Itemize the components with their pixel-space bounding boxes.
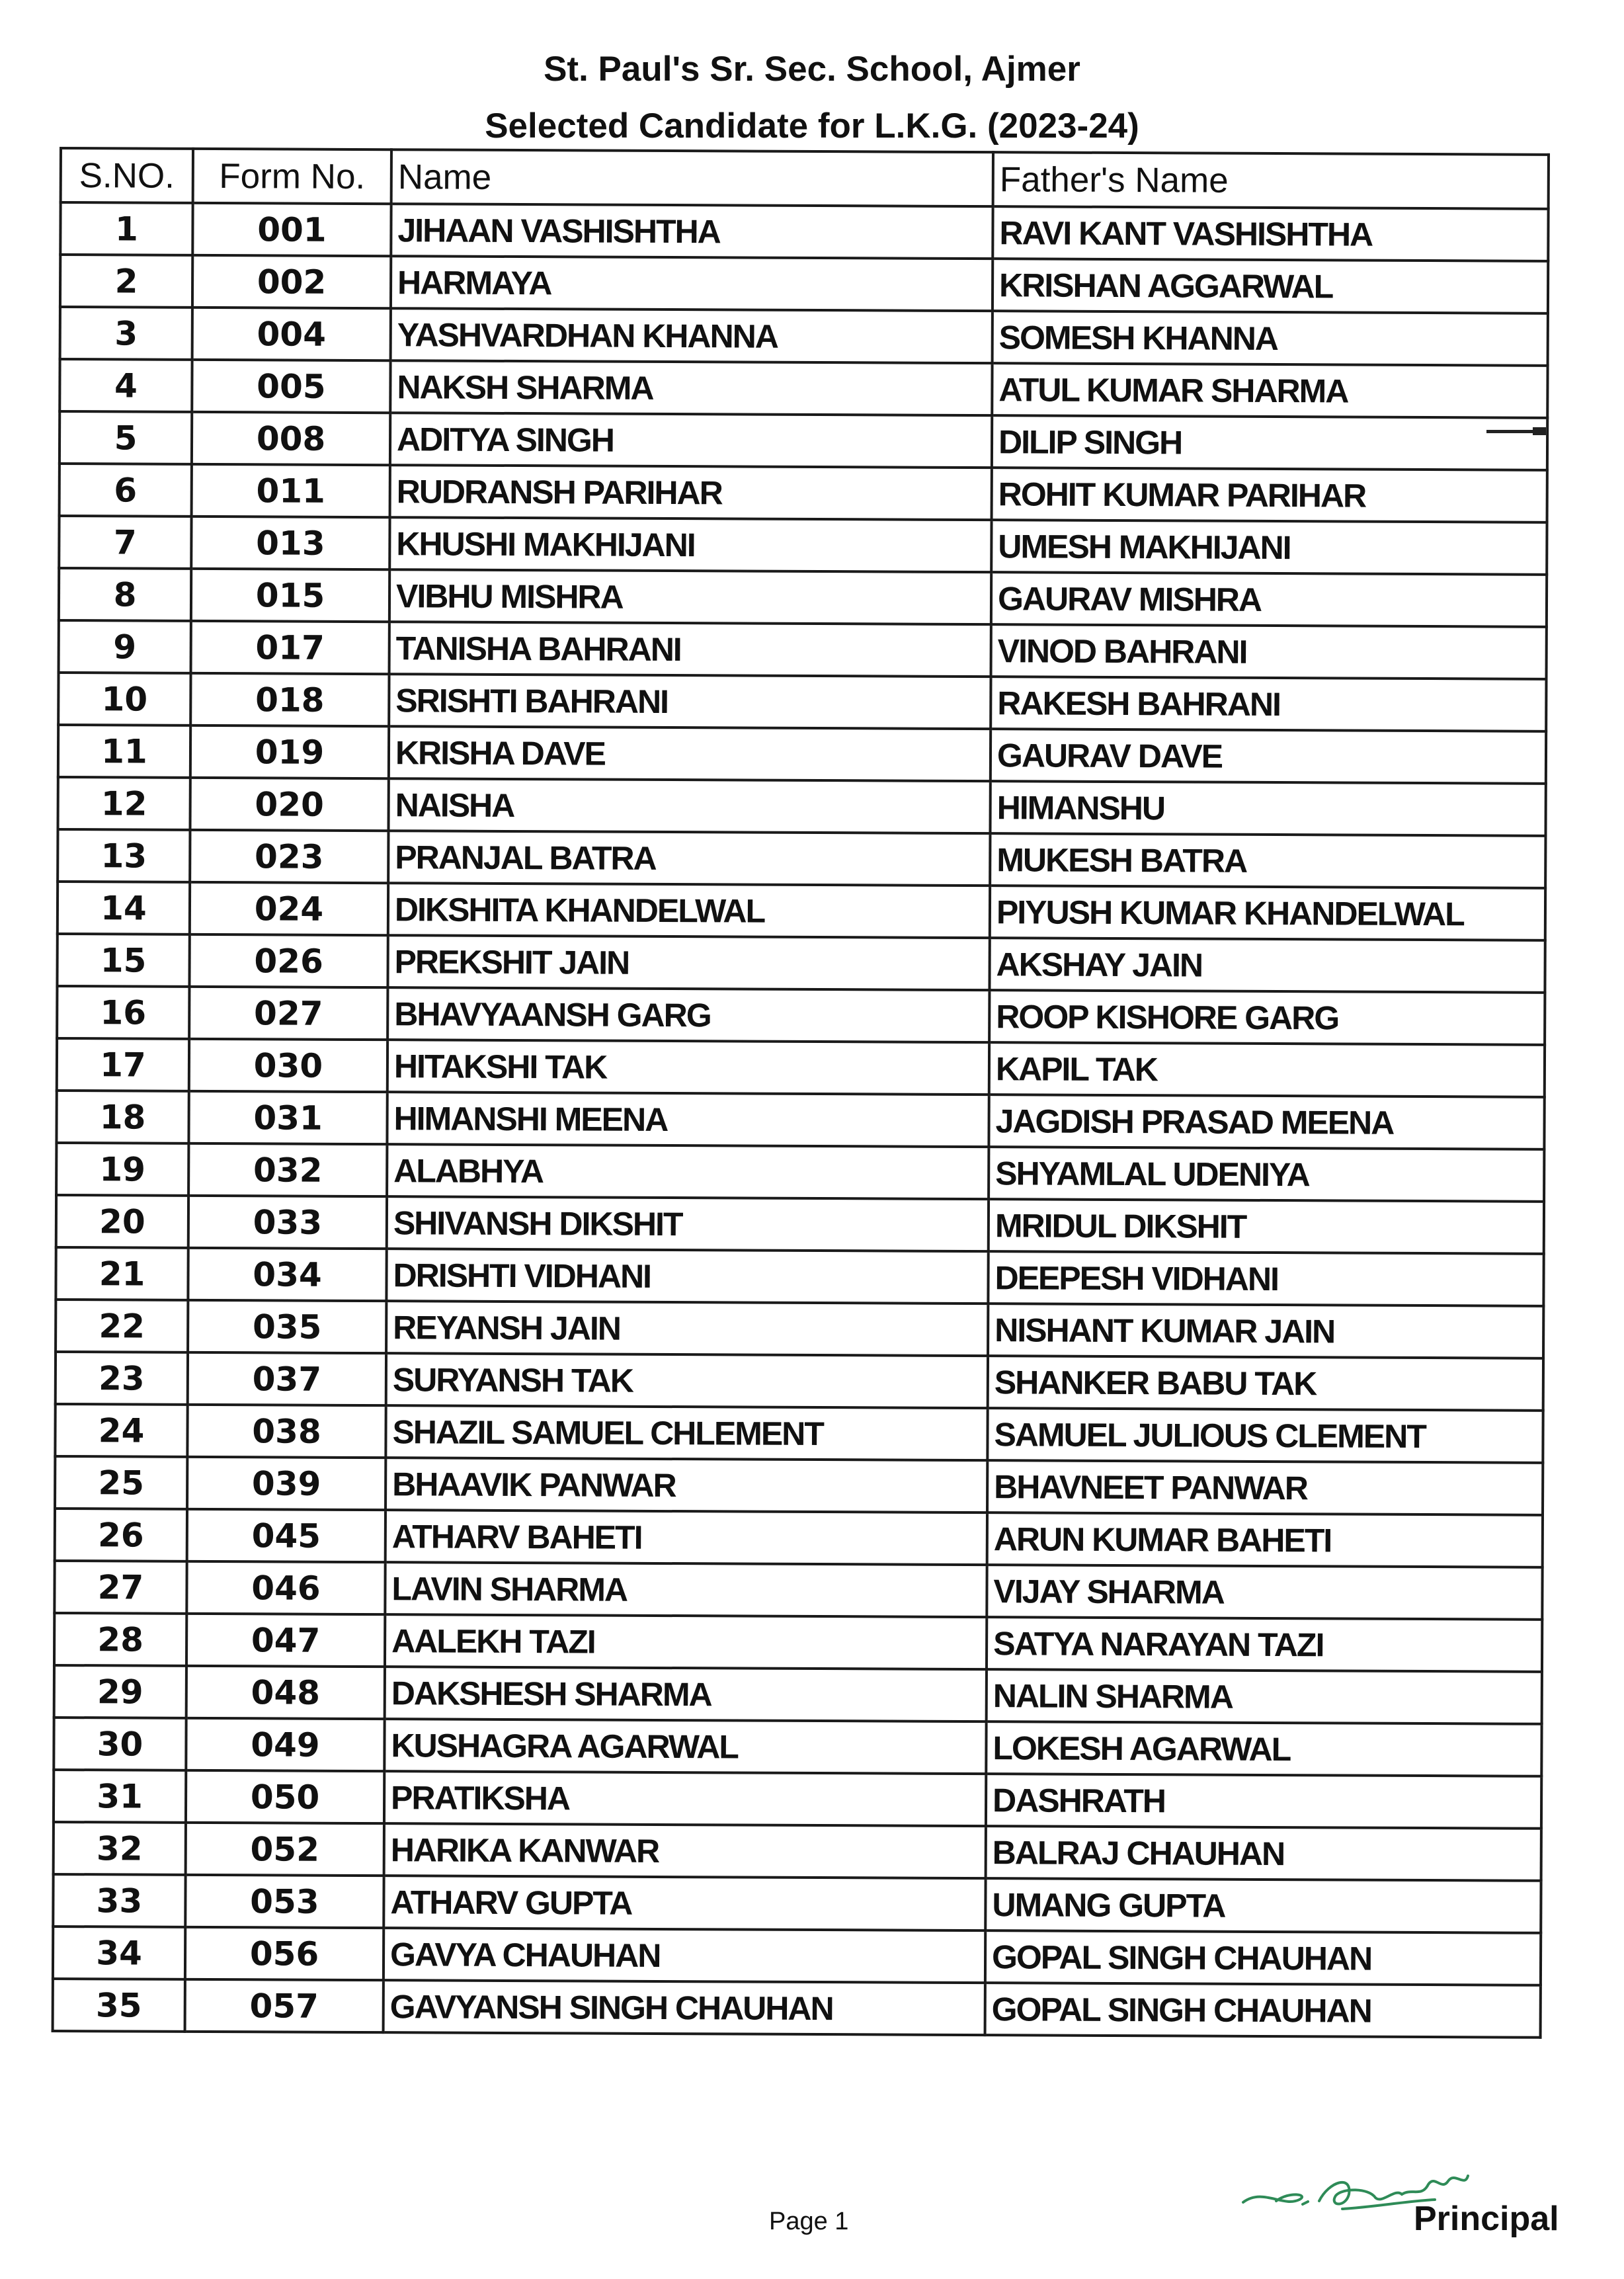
cell-sno: 24 — [55, 1404, 187, 1457]
cell-form-no: 011 — [192, 464, 390, 517]
cell-sno: 28 — [54, 1613, 186, 1666]
cell-father-name: ROOP KISHORE GARG — [989, 990, 1545, 1045]
cell-father-name: BHAVNEET PANWAR — [987, 1460, 1543, 1515]
table-row — [60, 255, 1548, 313]
table-row — [56, 1352, 1543, 1411]
cell-father-name: GAURAV MISHRA — [991, 572, 1547, 627]
cell-father-name: RAVI KANT VASHISHTHA — [993, 206, 1548, 261]
cell-form-no: 004 — [192, 308, 391, 360]
cell-sno: 12 — [58, 777, 190, 830]
table-row — [59, 568, 1547, 627]
table-row — [56, 1247, 1543, 1306]
table-row — [58, 829, 1545, 888]
table-row — [54, 1561, 1542, 1620]
cell-form-no: 047 — [186, 1614, 385, 1667]
cell-father-name: DILIP SINGH — [992, 415, 1547, 470]
cell-father-name: KAPIL TAK — [989, 1042, 1545, 1097]
table-row — [56, 1300, 1543, 1358]
table-row — [56, 1195, 1544, 1254]
cell-sno: 20 — [56, 1195, 188, 1248]
document-header — [0, 41, 1624, 155]
cell-form-no: 027 — [189, 987, 387, 1040]
cell-sno: 4 — [60, 359, 192, 412]
table-row — [60, 307, 1548, 366]
table-row — [60, 202, 1548, 261]
cell-form-no: 001 — [192, 203, 391, 256]
cell-candidate-name: SURYANSH TAK — [386, 1353, 988, 1408]
cell-candidate-name: REYANSH JAIN — [386, 1301, 988, 1356]
cell-candidate-name: GAVYANSH SINGH CHAUHAN — [384, 1980, 985, 2035]
cell-candidate-name: SHAZIL SAMUEL CHLEMENT — [386, 1405, 987, 1460]
table-row — [59, 620, 1547, 679]
header-father-name: Father's Name — [993, 152, 1549, 209]
table-row — [57, 934, 1545, 993]
cell-candidate-name: VIBHU MISHRA — [389, 569, 991, 624]
cell-candidate-name: TANISHA BAHRANI — [389, 622, 991, 677]
cell-form-no: 057 — [185, 1979, 384, 2032]
table-row — [55, 1404, 1543, 1463]
table-row — [57, 986, 1545, 1045]
cell-father-name: SAMUEL JULIOUS CLEMENT — [987, 1408, 1543, 1463]
cell-sno: 15 — [57, 934, 189, 987]
table-body — [53, 202, 1549, 2038]
cell-father-name: MUKESH BATRA — [990, 833, 1545, 888]
cell-candidate-name: JIHAAN VASHISHTHA — [391, 204, 993, 259]
cell-candidate-name: DRISHTI VIDHANI — [386, 1249, 988, 1304]
cell-sno: 16 — [57, 986, 189, 1039]
candidates-table — [52, 147, 1550, 2039]
header-form-no: Form No. — [193, 149, 391, 204]
cell-form-no: 049 — [186, 1718, 384, 1771]
cell-candidate-name: PRANJAL BATRA — [388, 831, 990, 886]
cell-candidate-name: HITAKSHI TAK — [387, 1040, 989, 1095]
cell-candidate-name: NAKSH SHARMA — [390, 360, 992, 415]
cell-sno: 3 — [60, 307, 192, 360]
cell-sno: 2 — [60, 255, 192, 308]
cell-candidate-name: HARMAYA — [391, 256, 993, 311]
cell-sno: 17 — [57, 1038, 189, 1091]
cell-candidate-name: ATHARV GUPTA — [384, 1876, 985, 1930]
cell-form-no: 032 — [188, 1143, 387, 1196]
cell-candidate-name: RUDRANSH PARIHAR — [390, 465, 992, 520]
cell-candidate-name: SHIVANSH DIKSHIT — [387, 1196, 989, 1251]
cell-candidate-name: KUSHAGRA AGARWAL — [384, 1719, 986, 1774]
cell-father-name: NALIN SHARMA — [987, 1669, 1542, 1724]
cell-father-name: JAGDISH PRASAD MEENA — [989, 1095, 1544, 1149]
cell-form-no: 037 — [188, 1352, 386, 1405]
cell-sno: 34 — [53, 1927, 185, 1979]
table-row — [59, 516, 1547, 575]
cell-sno: 18 — [56, 1091, 188, 1143]
table-row — [54, 1718, 1541, 1776]
cell-father-name: RAKESH BAHRANI — [991, 677, 1546, 731]
cell-sno: 22 — [56, 1300, 188, 1352]
cell-father-name: UMESH MAKHIJANI — [991, 520, 1547, 575]
cell-father-name: DEEPESH VIDHANI — [988, 1251, 1543, 1306]
cell-father-name: ROHIT KUMAR PARIHAR — [992, 468, 1547, 522]
cell-candidate-name: KHUSHI MAKHIJANI — [389, 517, 991, 572]
cell-candidate-name: PREKSHIT JAIN — [387, 935, 989, 990]
cell-form-no: 015 — [191, 569, 389, 622]
cell-candidate-name: HARIKA KANWAR — [384, 1823, 986, 1878]
scan-mark — [1533, 427, 1546, 435]
table-row — [57, 1038, 1545, 1097]
table-header-row — [61, 148, 1549, 209]
cell-candidate-name: ALABHYA — [387, 1144, 989, 1199]
cell-form-no: 048 — [186, 1666, 385, 1719]
cell-sno: 7 — [59, 516, 191, 569]
cell-form-no: 018 — [190, 673, 389, 726]
cell-form-no: 052 — [186, 1823, 384, 1876]
cell-candidate-name: KRISHA DAVE — [389, 726, 991, 781]
cell-sno: 10 — [58, 673, 190, 725]
cell-candidate-name: BHAVYAANSH GARG — [387, 987, 989, 1042]
cell-candidate-name: AALEKH TAZI — [385, 1614, 987, 1669]
cell-father-name: SOMESH KHANNA — [993, 311, 1548, 366]
cell-father-name: KRISHAN AGGARWAL — [993, 259, 1548, 313]
table-row — [54, 1665, 1542, 1724]
cell-father-name: MRIDUL DIKSHIT — [989, 1199, 1544, 1254]
cell-form-no: 020 — [190, 778, 388, 831]
cell-sno: 25 — [55, 1456, 187, 1509]
cell-sno: 9 — [59, 620, 191, 673]
cell-father-name: SHANKER BABU TAK — [988, 1356, 1543, 1411]
cell-form-no: 038 — [187, 1405, 386, 1458]
table-row — [58, 777, 1545, 836]
table-row — [55, 1456, 1543, 1515]
cell-form-no: 002 — [192, 255, 391, 308]
table-row — [54, 1613, 1542, 1672]
cell-father-name: NISHANT KUMAR JAIN — [988, 1304, 1543, 1358]
cell-form-no: 024 — [190, 882, 388, 935]
cell-father-name: UMANG GUPTA — [985, 1878, 1541, 1933]
table-row — [53, 1927, 1541, 1985]
cell-form-no: 030 — [189, 1039, 387, 1092]
cell-candidate-name: SRISHTI BAHRANI — [389, 674, 991, 729]
cell-form-no: 050 — [186, 1770, 384, 1823]
cell-sno: 23 — [56, 1352, 188, 1405]
cell-sno: 11 — [58, 725, 190, 778]
cell-candidate-name: NAISHA — [388, 778, 990, 833]
cell-father-name: SATYA NARAYAN TAZI — [987, 1617, 1542, 1672]
table-row — [60, 464, 1547, 522]
cell-form-no: 005 — [192, 360, 390, 413]
cell-father-name: VINOD BAHRANI — [991, 624, 1547, 679]
cell-candidate-name: HIMANSHI MEENA — [387, 1092, 989, 1147]
cell-sno: 14 — [58, 882, 190, 934]
cell-form-no: 026 — [189, 934, 387, 987]
cell-father-name: PIYUSH KUMAR KHANDELWAL — [990, 886, 1545, 940]
table-row — [58, 673, 1546, 731]
cell-sno: 26 — [55, 1509, 187, 1561]
cell-candidate-name: ADITYA SINGH — [390, 413, 992, 468]
table-row — [56, 1143, 1544, 1202]
table-row — [58, 725, 1546, 784]
cell-father-name: AKSHAY JAIN — [989, 938, 1545, 993]
school-name: St. Paul's Sr. Sec. School, Ajmer — [544, 50, 1080, 89]
cell-candidate-name: YASHVARDHAN KHANNA — [391, 308, 993, 363]
cell-father-name: GOPAL SINGH CHAUHAN — [985, 1983, 1541, 2038]
cell-sno: 32 — [54, 1822, 186, 1875]
table-row — [54, 1770, 1541, 1829]
cell-sno: 33 — [53, 1874, 185, 1927]
cell-sno: 13 — [58, 829, 190, 882]
cell-father-name: BALRAJ CHAUHAN — [986, 1826, 1541, 1881]
header-sno: S.NO. — [61, 148, 193, 203]
cell-form-no: 033 — [188, 1196, 387, 1249]
cell-form-no: 039 — [187, 1457, 386, 1510]
cell-candidate-name: ATHARV BAHETI — [386, 1510, 987, 1565]
cell-form-no: 017 — [191, 621, 389, 674]
signatory-title: Principal — [1414, 2200, 1559, 2238]
cell-form-no: 031 — [188, 1091, 387, 1144]
cell-father-name: SHYAMLAL UDENIYA — [989, 1147, 1544, 1202]
table-row — [56, 1091, 1544, 1149]
cell-father-name: ARUN KUMAR BAHETI — [987, 1512, 1543, 1567]
cell-father-name: VIJAY SHARMA — [987, 1565, 1542, 1620]
cell-father-name: ATUL KUMAR SHARMA — [992, 363, 1547, 418]
cell-form-no: 035 — [188, 1300, 386, 1353]
cell-sno: 19 — [56, 1143, 188, 1196]
table-row — [54, 1822, 1541, 1881]
table-row — [60, 411, 1547, 470]
cell-form-no: 013 — [191, 517, 389, 569]
cell-sno: 30 — [54, 1718, 186, 1770]
header-name: Name — [391, 149, 993, 206]
cell-form-no: 056 — [185, 1927, 384, 1980]
cell-father-name: HIMANSHU — [990, 781, 1545, 836]
cell-sno: 1 — [60, 202, 192, 255]
cell-candidate-name: LAVIN SHARMA — [385, 1562, 987, 1617]
table-row — [60, 359, 1547, 418]
cell-form-no: 045 — [187, 1509, 386, 1562]
cell-candidate-name: DAKSHESH SHARMA — [385, 1667, 987, 1721]
list-title: Selected Candidate for L.K.G. (2023-24) — [485, 106, 1139, 145]
table-row — [55, 1509, 1543, 1567]
cell-form-no: 034 — [188, 1248, 386, 1301]
cell-form-no: 008 — [192, 412, 390, 465]
cell-father-name: GAURAV DAVE — [991, 729, 1546, 784]
cell-sno: 6 — [60, 464, 192, 517]
cell-sno: 29 — [54, 1665, 186, 1718]
cell-sno: 5 — [60, 411, 192, 464]
cell-sno: 35 — [53, 1979, 185, 2032]
cell-father-name: DASHRATH — [986, 1774, 1541, 1829]
cell-sno: 21 — [56, 1247, 188, 1300]
cell-candidate-name: PRATIKSHA — [384, 1771, 986, 1826]
cell-candidate-name: DIKSHITA KHANDELWAL — [388, 883, 990, 938]
cell-candidate-name: BHAAVIK PANWAR — [386, 1458, 987, 1512]
cell-form-no: 046 — [186, 1561, 385, 1614]
table-row — [58, 882, 1545, 940]
cell-form-no: 019 — [190, 725, 389, 778]
cell-father-name: LOKESH AGARWAL — [986, 1721, 1541, 1776]
cell-father-name: GOPAL SINGH CHAUHAN — [985, 1930, 1541, 1985]
page-number: Page 1 — [769, 2208, 849, 2235]
table-row — [53, 1979, 1541, 2038]
table-row — [53, 1874, 1541, 1933]
cell-form-no: 053 — [185, 1875, 384, 1928]
cell-form-no: 023 — [190, 830, 388, 883]
cell-candidate-name: GAVYA CHAUHAN — [384, 1928, 985, 1983]
cell-sno: 27 — [54, 1561, 186, 1614]
cell-sno: 31 — [54, 1770, 186, 1823]
cell-sno: 8 — [59, 568, 191, 621]
